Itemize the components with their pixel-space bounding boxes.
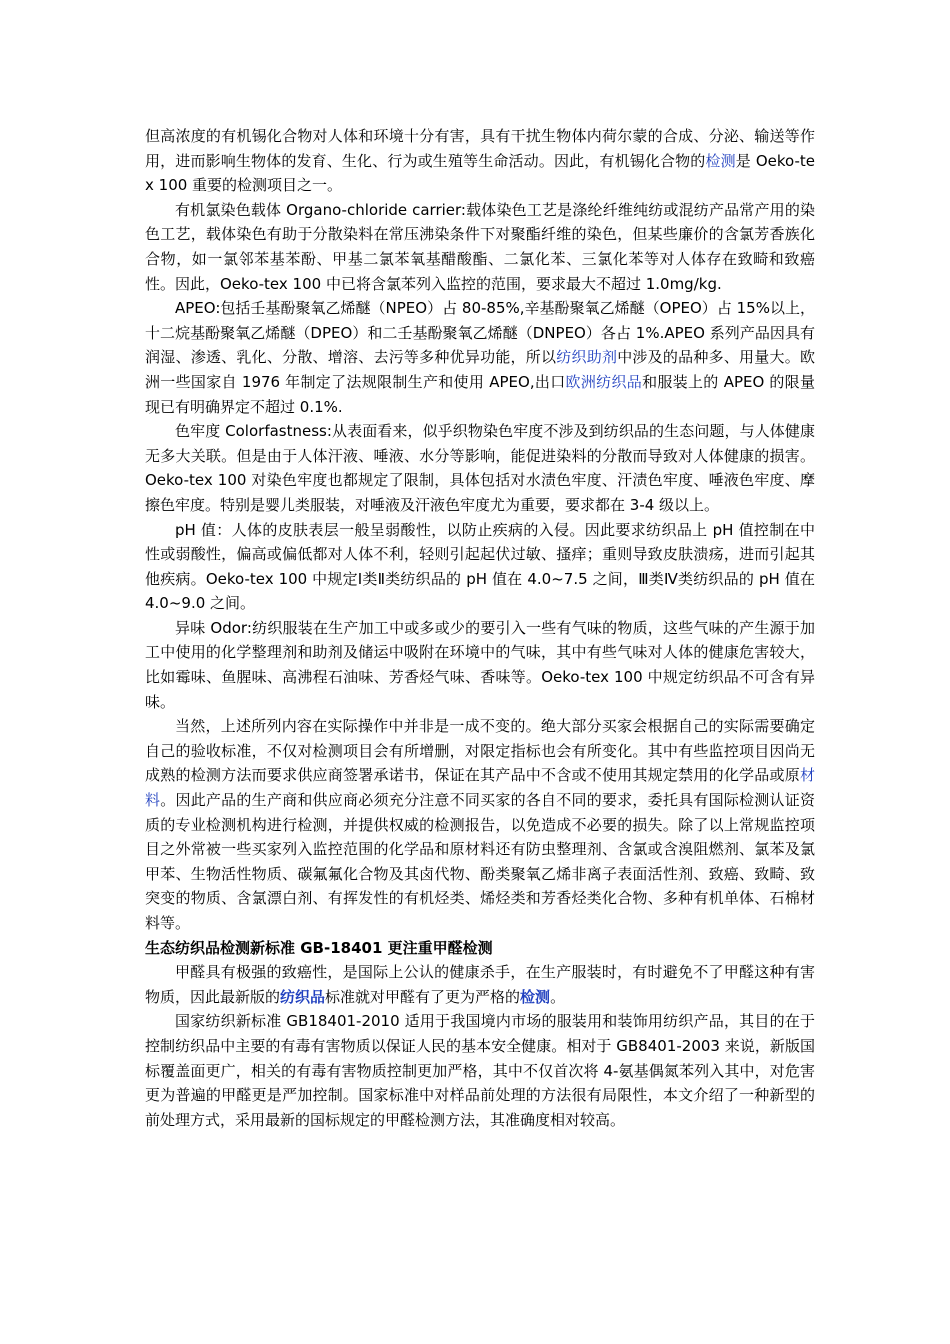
paragraph-colorfastness — [145, 419, 815, 517]
paragraph-text: 是 Oeko-tex 100 重要的检测项目之一。 — [145, 151, 815, 195]
link-textile-auxiliaries[interactable]: 纺织助剂 — [556, 348, 618, 367]
paragraph-text: APEO:包括壬基酚聚氧乙烯醚（NPEO）占 80-85%,辛基酚聚氧乙烯醚（OPEO）占 15%以上，十二烷基酚聚氧乙烯醚（DPEO）和二壬基酚聚氧乙烯醚（DNPEO）各占 1%.APEO 系列产品因具有润湿、渗透、乳化、分散、增溶、去污等多种优异功能，所以 — [145, 299, 815, 367]
link-european-textiles[interactable]: 欧洲纺织品 — [565, 372, 643, 391]
paragraph-ph-value — [145, 518, 815, 616]
paragraph-text: 有机氯染色载体 Organo-chloride carrier:载体染色工艺是涤纶纤维纯纺或混纺产品常产用的染色工艺，载体染色有助于分散染料在常压沸染条件下对聚酯纤维的染色，但某些廉价的含氯芳香族化合物，如一氯邻苯基苯酚、甲基二氯苯氧基醋酸酯、二氯化苯、三氯化苯等对人体存在致畸和致癌性。因此，Oeko-tex 100 中已将含氯苯列入监控的范围，要求最大不超过 1.0mg/kg. — [145, 200, 815, 293]
paragraph-text: 色牢度 Colorfastness:从表面看来，似乎织物染色牢度不涉及到纺织品的生态问题，与人体健康无多大关联。但是由于人体汗液、唾液、水分等影响，能促进染料的分散而导致对人体健康的损害。Oeko-tex 100 对染色牢度也都规定了限制，具体包括对水渍色牢度、汗渍色牢度、唾液色牢度、摩擦色牢度。特别是婴儿类服装，对唾液及汗液色牢度尤为重要，要求都在 3-4 级以上。 — [145, 422, 815, 514]
paragraph-text: 。 — [550, 987, 566, 1006]
paragraph-text: 中涉及的品种多、用量大。欧洲一些国家自 1976 年制定了法规限制生产和使用 APEO,出口 — [145, 348, 815, 391]
paragraph-text: 国家纺织新标准 GB18401-2010 适用于我国境内市场的服装用和装饰用纺织产品，其目的在于控制纺织品中主要的有毒有害物质以保证人民的基本安全健康。相对于 GB8401-2003 来说，新版国标覆盖面更广，相关的有毒有害物质控制更加严格，其中不仅首次将 4-氨基偶氮苯列入其中，对危害更为普遍的甲醛更是严加控制。国家标准中对样品前处理的方法很有局限性，本文介绍了一种新型的前处理方式，采用最新的国标规定的甲醛检测方法，其准确度相对较高。 — [145, 1012, 815, 1129]
paragraph-text: 异味 Odor:纺织服装在生产加工中或多或少的要引入一些有气味的物质，这些气味的产生源于加工中使用的化学整理剂和助剂及储运中吸附在环境中的气味，其中有些气味对人体的健康危害较大，比如霉味、鱼腥味、高沸程石油味、芳香烃气味、香味等。Oeko-tex 100 中规定纺织品不可含有异味。 — [145, 618, 815, 711]
paragraph-text: 当然，上述所列内容在实际操作中并非是一成不变的。绝大部分买家会根据自己的实际需要确定自己的验收标准，不仅对检测项目会有所增删，对限定指标也会有所变化。其中有些监控项目因尚无成熟的检测方法而要求供应商签署承诺书，保证在其产品中不含或不使用其规定禁用的化学品或原 — [145, 717, 815, 785]
paragraph-text: 但高浓度的有机锡化合物对人体和环境十分有害，具有干扰生物体内荷尔蒙的合成、分泌、输送等作用，进而影响生物体的发育、生化、行为或生殖等生命活动。因此，有机锡化合物的 — [145, 127, 815, 170]
document-body — [145, 124, 815, 1132]
link-textiles[interactable]: 纺织品 — [280, 987, 326, 1006]
link-detection-bold[interactable]: 检测 — [520, 987, 551, 1006]
paragraph-text: 标准就对甲醛有了更为严格的 — [325, 987, 521, 1006]
paragraph-text: 。因此产品的生产商和供应商必须充分注意不同买家的各自不同的要求，委托具有国际检测认证资质的专业检测机构进行检测，并提供权威的检测报告，以免造成不必要的损失。除了以上常规监控项目之外常被一些买家列入监控范围的化学品和原材料还有防虫整理剂、含氯或含溴阻燃剂、氯苯及氯甲苯、生物活性物质、碳氟氟化合物及其卤代物、酚类聚氧乙烯非离子表面活性剂、致癌、致畸、致突变的物质、含氯漂白剂、有挥发性的有机烃类、烯烃类和芳香烃类化合物、多种有机单体、石棉材料等。 — [145, 791, 815, 932]
paragraph-chloride-carrier — [145, 198, 815, 296]
paragraph-apeo — [145, 296, 815, 419]
link-materials[interactable]: 材料 — [145, 766, 815, 810]
paragraph-text: pH 值：人体的皮肤表层一般呈弱酸性，以防止疾病的入侵。因此要求纺织品上 pH 值控制在中性或弱酸性，偏高或偏低都对人体不利，轻则引起起伏过敏、搔痒；重则导致皮肤溃疡，进而引起其他疾病。Oeko-tex 100 中规定Ⅰ类Ⅱ类纺织品的 pH 值在 4.0~7.5 之间，Ⅲ类Ⅳ类纺织品的 pH 值在 4.0~9.0 之间。 — [145, 520, 815, 613]
paragraph-odor — [145, 616, 815, 714]
paragraph-text: 和服装上的 APEO 的限量现已有明确界定不超过 0.1%. — [145, 372, 815, 416]
paragraph-text: 甲醛具有极强的致癌性，是国际上公认的健康杀手，在生产服装时，有时避免不了甲醛这种有害物质，因此最新版的 — [145, 963, 815, 1006]
section-heading: 生态纺织品检测新标准 GB-18401 更注重甲醛检测 — [145, 938, 493, 957]
paragraph-organotin — [145, 124, 815, 198]
link-detection[interactable]: 检测 — [705, 151, 736, 170]
paragraph-buyer-requirements — [145, 714, 815, 935]
paragraph-gb18401-standard — [145, 1009, 815, 1132]
paragraph-formaldehyde — [145, 960, 815, 1009]
